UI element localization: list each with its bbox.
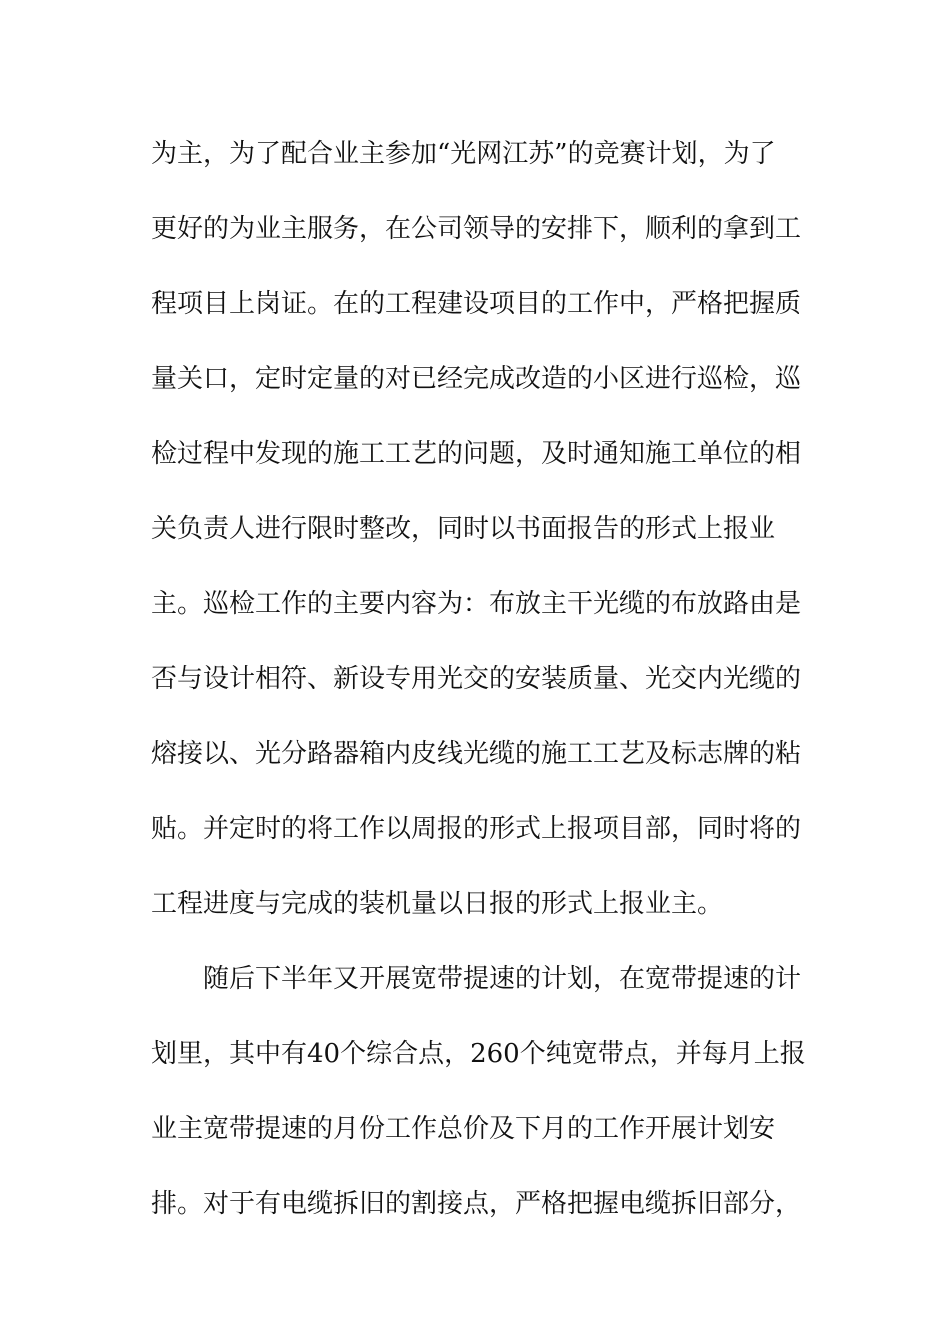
text-line: 工程进度与完成的装机量以日报的形式上报业主。 <box>151 889 724 919</box>
text-line: 更好的为业主服务，在公司领导的安排下，顺利的拿到工 <box>151 214 802 244</box>
paragraph-first-line: 随后下半年又开展宽带提速的计划，在宽带提速的计 <box>203 964 802 994</box>
text-line: 关负责人进行限时整改，同时以书面报告的形式上报业 <box>151 514 776 544</box>
text-line: 主。巡检工作的主要内容为：布放主干光缆的布放路由是 <box>151 589 802 619</box>
text-line: 业主宽带提速的月份工作总价及下月的工作开展计划安 <box>151 1114 776 1144</box>
body-text <box>151 128 811 1253</box>
text-line: 划里，其中有40个综合点，260个纯宽带点，并每月上报 <box>151 1039 806 1069</box>
text-line: 为主，为了配合业主参加“光网江苏”的竞赛计划，为了 <box>151 139 776 169</box>
text-line: 检过程中发现的施工工艺的问题，及时通知施工单位的相 <box>151 439 802 469</box>
text-line: 贴。并定时的将工作以周报的形式上报项目部，同时将的 <box>151 814 802 844</box>
text-line: 熔接以、光分路器箱内皮线光缆的施工工艺及标志牌的粘 <box>151 739 802 769</box>
text-line: 排。对于有电缆拆旧的割接点，严格把握电缆拆旧部分， <box>151 1189 802 1219</box>
text-line: 量关口，定时定量的对已经完成改造的小区进行巡检，巡 <box>151 364 802 394</box>
text-line: 程项目上岗证。在的工程建设项目的工作中，严格把握质 <box>151 289 802 319</box>
text-line: 否与设计相符、新设专用光交的安装质量、光交内光缆的 <box>151 664 802 694</box>
